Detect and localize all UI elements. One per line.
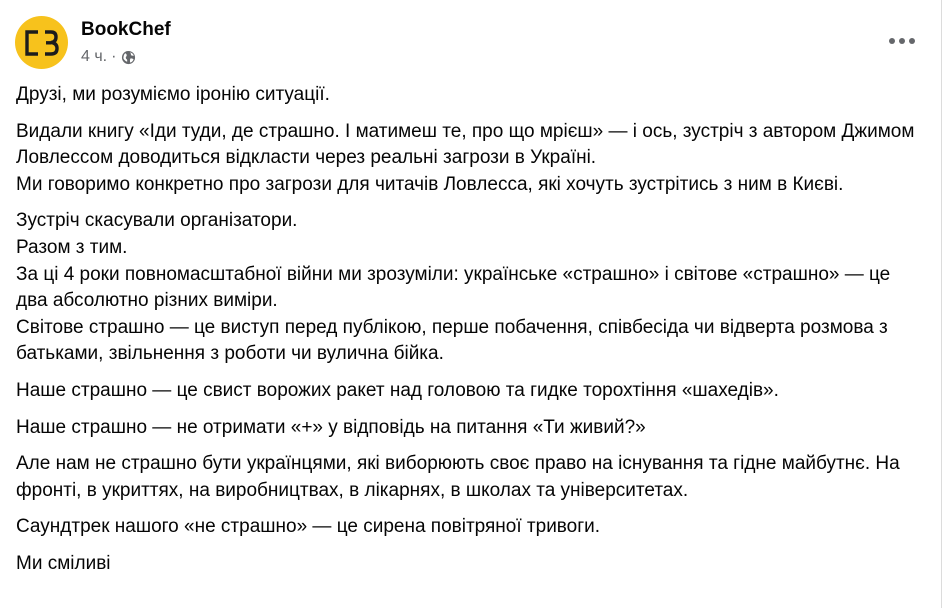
meta-separator: · xyxy=(111,48,117,65)
post-closing xyxy=(16,551,926,578)
ukraine-flag-icon xyxy=(115,555,138,572)
more-dot xyxy=(909,38,915,44)
post-paragraph: Наше страшно — це свист ворожих ракет над головою та гидке торохтіння «шахедів». xyxy=(16,379,779,401)
post-header xyxy=(15,16,926,72)
author-name[interactable]: BookChef xyxy=(81,19,171,40)
post-body xyxy=(16,82,926,588)
more-dot xyxy=(889,38,895,44)
more-options-icon[interactable] xyxy=(884,26,920,56)
post-paragraph: Але нам не страшно бути українцями, які виборюють своє право на існування та гідне майбутнє. На фронті, в укриттях, на виробництвах, в лікарнях, в школах та університетах. xyxy=(16,453,900,501)
avatar[interactable] xyxy=(15,16,68,69)
post-paragraph: Зустріч скасували організатори. Разом з тим. За ці 4 роки повномасштабної війни ми зрозуміли: українське «страшно» і світове «страшно» — це два абсолютно різних виміри. Світове страшно — це виступ перед публікою, перше побачення, співбесіда чи відверта розмова з батьками, звільнення з роботи чи вулична бійка. xyxy=(16,210,891,365)
post-paragraph: Друзі, ми розуміємо іронію ситуації. xyxy=(16,84,330,105)
closing-text: Ми сміливі xyxy=(16,552,111,574)
post-paragraph: Наше страшно — не отримати «+» у відповідь на питання «Ти живий?» xyxy=(16,416,646,438)
more-dot xyxy=(899,38,905,44)
bookchef-logo-icon xyxy=(24,29,60,57)
globe-icon[interactable] xyxy=(121,50,136,65)
post-meta xyxy=(81,46,136,68)
post-timestamp[interactable]: 4 ч. xyxy=(81,48,108,65)
post-paragraph: Саундтрек нашого «не страшно» — це сирена повітряної тривоги. xyxy=(16,516,601,538)
post-paragraph: Видали книгу «Іди туди, де страшно. І матимеш те, про що мрієш» — і ось, зустріч з автором Джимом Ловлессом доводиться відкласти через реальні загрози в Україні. Ми говоримо конкретно про загрози для читачів Ловлесса, які хочуть зустрітись з ним в Києві. xyxy=(16,120,915,195)
